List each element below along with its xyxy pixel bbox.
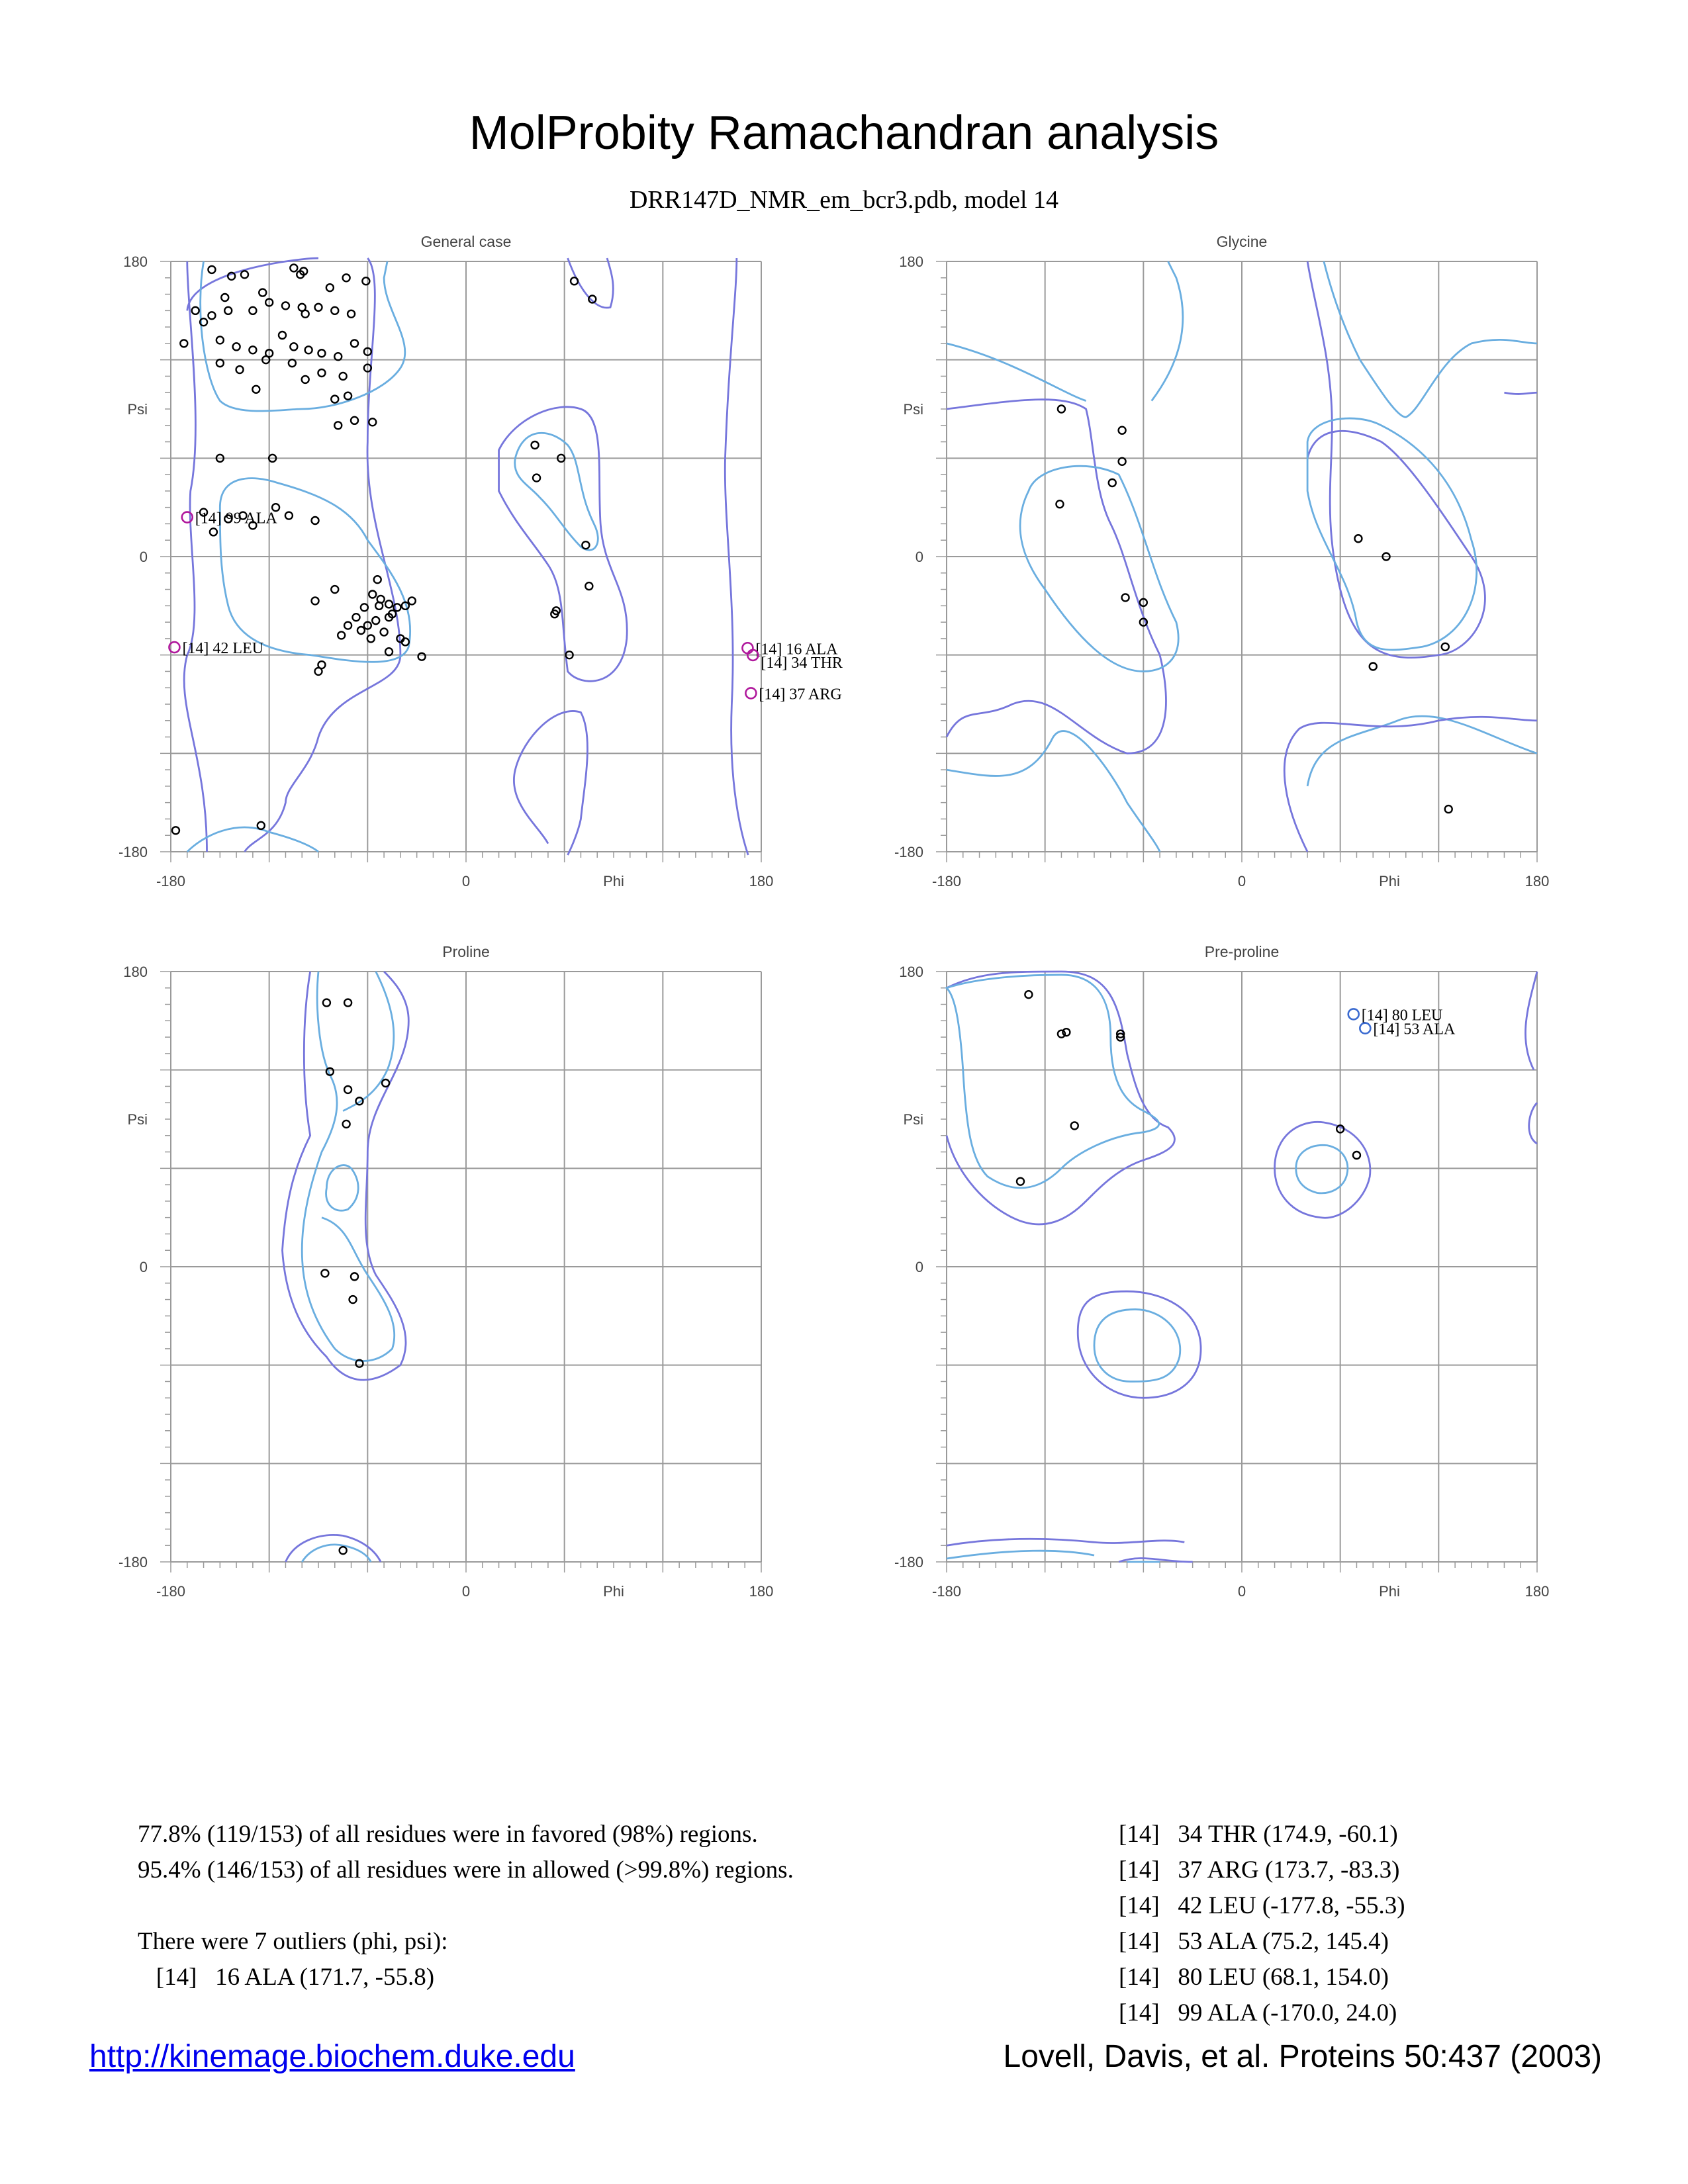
allowed-contour xyxy=(1525,972,1537,1144)
residue-point xyxy=(348,310,355,318)
residue-point xyxy=(357,627,365,634)
y-tick-label: -180 xyxy=(118,1554,148,1570)
favored-contour xyxy=(1094,1309,1180,1381)
residue-point xyxy=(585,582,592,590)
y-axis-label: Psi xyxy=(903,401,923,418)
residue-point xyxy=(216,359,224,367)
plot-panel xyxy=(118,943,773,1600)
residue-point xyxy=(1353,1152,1360,1159)
x-tick-label: 180 xyxy=(749,873,774,889)
residue-point xyxy=(1025,991,1032,998)
residue-point xyxy=(344,1086,352,1093)
outlier-point xyxy=(745,688,756,698)
x-axis-label: Phi xyxy=(1379,873,1400,889)
outlier-point xyxy=(1360,1023,1370,1034)
x-tick-label: -180 xyxy=(931,1583,962,1600)
y-tick-label: -180 xyxy=(118,844,148,860)
residue-point xyxy=(334,353,342,360)
allowed-stat: 95.4% (146/153) of all residues were in allowed (>99.8%) regions. xyxy=(138,1856,794,1884)
residue-point xyxy=(344,392,352,400)
favored-contour xyxy=(326,1165,359,1211)
residue-point xyxy=(331,307,338,314)
y-axis-label: Psi xyxy=(903,1111,923,1128)
outlier-item: [14] 34 THR (174.9, -60.1) xyxy=(1119,1821,1398,1848)
residue-point xyxy=(216,336,224,343)
residue-point xyxy=(221,294,228,301)
plot-title: General case xyxy=(420,233,512,250)
residue-point xyxy=(302,376,309,383)
favored-contour xyxy=(515,433,598,550)
residue-point xyxy=(369,590,376,598)
outlier-item: [14] 16 ALA (171.7, -55.8) xyxy=(138,1964,435,1991)
favored-contour xyxy=(1307,261,1537,786)
y-tick-label: 0 xyxy=(139,549,148,565)
residue-point xyxy=(362,277,369,285)
x-tick-label: -180 xyxy=(156,873,186,889)
y-tick-label: 180 xyxy=(123,964,148,980)
allowed-contour xyxy=(947,972,1174,1224)
residue-point xyxy=(318,349,325,357)
residue-point xyxy=(249,346,256,353)
residue-point xyxy=(331,586,338,593)
plot-panel xyxy=(894,233,1549,889)
residue-point xyxy=(382,1079,389,1087)
residue-point xyxy=(208,266,215,273)
y-tick-label: -180 xyxy=(894,844,923,860)
residue-point xyxy=(323,999,330,1007)
residue-point xyxy=(340,1547,347,1554)
x-tick-label: 0 xyxy=(461,873,471,889)
residue-point xyxy=(249,307,256,314)
y-axis-label: Psi xyxy=(127,401,148,418)
residue-point xyxy=(279,332,286,339)
allowed-contour xyxy=(1275,1122,1370,1218)
x-axis-label: Phi xyxy=(603,1583,624,1600)
y-tick-label: -180 xyxy=(894,1554,923,1570)
outlier-count: There were 7 outliers (phi, psi): xyxy=(138,1928,448,1955)
x-tick-label: 180 xyxy=(749,1583,774,1600)
residue-point xyxy=(312,597,319,604)
residue-point xyxy=(532,441,539,449)
y-tick-label: 180 xyxy=(123,253,148,270)
residue-point xyxy=(340,373,347,380)
residue-point xyxy=(1017,1178,1024,1185)
residue-point xyxy=(334,422,342,429)
outlier-item: [14] 99 ALA (-170.0, 24.0) xyxy=(1119,1999,1397,2026)
favored-contour xyxy=(947,975,1159,1188)
residue-point xyxy=(326,284,334,291)
residue-point xyxy=(180,340,187,347)
residue-point xyxy=(192,307,199,314)
outlier-list xyxy=(1119,1817,1405,2031)
outlier-label: [14] 42 LEU xyxy=(182,640,264,658)
y-tick-label: 180 xyxy=(899,253,923,270)
residue-point xyxy=(290,264,297,271)
x-tick-label: 180 xyxy=(1524,1583,1550,1600)
residue-point xyxy=(258,822,265,829)
outlier-point xyxy=(1348,1009,1359,1019)
residue-point xyxy=(1058,406,1065,413)
residue-point xyxy=(374,576,381,583)
x-axis-label: Phi xyxy=(1379,1583,1400,1600)
residue-point xyxy=(369,418,376,426)
y-tick-label: 0 xyxy=(915,1259,923,1275)
page-title: MolProbity Ramachandran analysis xyxy=(469,107,1219,159)
x-tick-label: -180 xyxy=(156,1583,186,1600)
residue-point xyxy=(305,346,312,353)
residue-point xyxy=(1442,643,1449,651)
residue-point xyxy=(351,417,358,424)
y-tick-label: 0 xyxy=(139,1259,148,1275)
outlier-label: [14] 16 ALA xyxy=(755,641,838,659)
residue-point xyxy=(1071,1122,1078,1129)
kinemage-link[interactable]: http://kinemage.biochem.duke.edu xyxy=(89,2039,575,2074)
residue-point xyxy=(312,517,319,524)
residue-point xyxy=(1056,500,1063,508)
residue-point xyxy=(285,512,293,520)
residue-point xyxy=(1354,535,1362,542)
favored-stat: 77.8% (119/153) of all residues were in favored (98%) regions. xyxy=(138,1821,758,1848)
residue-point xyxy=(241,271,248,278)
residue-point xyxy=(1370,663,1377,670)
residue-point xyxy=(352,614,359,621)
allowed-contour xyxy=(285,1535,381,1562)
residue-point xyxy=(1109,479,1116,486)
residue-point xyxy=(233,343,240,350)
allowed-contour xyxy=(1284,392,1537,852)
residue-point xyxy=(1119,458,1126,465)
residue-point xyxy=(343,1120,350,1128)
outlier-item: [14] 80 LEU (68.1, 154.0) xyxy=(1119,1964,1389,1991)
residue-point xyxy=(344,999,352,1007)
summary-stats xyxy=(138,1817,794,1995)
y-tick-label: 180 xyxy=(899,964,923,980)
allowed-contour xyxy=(514,711,587,854)
residue-point xyxy=(418,653,426,660)
residue-point xyxy=(344,622,352,629)
x-tick-label: 0 xyxy=(461,1583,471,1600)
residue-point xyxy=(321,1269,328,1277)
residue-point xyxy=(533,475,540,482)
residue-point xyxy=(350,1296,357,1303)
outlier-label: [14] 80 LEU xyxy=(1361,1007,1443,1024)
page-subtitle: DRR147D_NMR_em_bcr3.pdb, model 14 xyxy=(629,186,1059,214)
allowed-contour xyxy=(947,400,1166,754)
citation: Lovell, Davis, et al. Proteins 50:437 (2003) xyxy=(1003,2039,1602,2074)
outlier-label: [14] 53 ALA xyxy=(1373,1021,1456,1038)
residue-point xyxy=(1119,427,1126,434)
residue-point xyxy=(236,366,244,373)
outlier-label: [14] 37 ARG xyxy=(759,686,842,704)
residue-point xyxy=(351,340,358,347)
plot-panel xyxy=(894,943,1549,1600)
residue-point xyxy=(338,631,345,639)
residue-point xyxy=(282,302,289,309)
residue-point xyxy=(290,343,297,350)
plot-title: Glycine xyxy=(1216,233,1268,250)
residue-point xyxy=(224,307,232,314)
residue-point xyxy=(385,648,393,655)
residue-point xyxy=(208,312,215,319)
residue-point xyxy=(372,617,379,624)
residue-point xyxy=(381,628,388,635)
residue-point xyxy=(343,274,350,281)
residue-point xyxy=(318,369,325,377)
residue-point xyxy=(315,304,322,311)
residue-point xyxy=(1445,805,1452,813)
x-tick-label: -180 xyxy=(931,873,962,889)
x-tick-label: 0 xyxy=(1237,873,1246,889)
outlier-item: [14] 42 LEU (-177.8, -55.3) xyxy=(1119,1892,1405,1919)
y-axis-label: Psi xyxy=(127,1111,148,1128)
residue-point xyxy=(331,396,338,403)
residue-point xyxy=(252,386,259,393)
favored-contour xyxy=(302,1545,371,1562)
plot-panel xyxy=(118,233,843,889)
residue-point xyxy=(210,528,217,535)
x-tick-label: 180 xyxy=(1524,873,1550,889)
residue-point xyxy=(172,827,179,834)
outlier-label: [14] 34 THR xyxy=(761,654,843,672)
residue-point xyxy=(582,541,589,549)
allowed-contour xyxy=(282,972,408,1380)
x-tick-label: 0 xyxy=(1237,1583,1246,1600)
residue-point xyxy=(315,668,322,675)
allowed-contour xyxy=(947,1539,1193,1562)
plot-title: Proline xyxy=(442,943,490,960)
residue-point xyxy=(367,635,375,642)
residue-point xyxy=(385,600,393,608)
outlier-item: [14] 53 ALA (75.2, 145.4) xyxy=(1119,1928,1389,1955)
outlier-item: [14] 37 ARG (173.7, -83.3) xyxy=(1119,1856,1400,1884)
allowed-contour xyxy=(1307,261,1485,658)
residue-point xyxy=(408,597,416,604)
residue-point xyxy=(289,359,296,367)
outlier-label: [14] 99 ALA xyxy=(195,510,277,527)
residue-point xyxy=(299,304,306,311)
plot-title: Pre-proline xyxy=(1204,943,1280,960)
residue-point xyxy=(1122,594,1129,601)
residue-point xyxy=(361,604,368,611)
y-tick-label: 0 xyxy=(915,549,923,565)
residue-point xyxy=(259,289,266,296)
residue-point xyxy=(351,1273,358,1280)
x-axis-label: Phi xyxy=(603,873,624,889)
outlier-point xyxy=(742,643,753,653)
